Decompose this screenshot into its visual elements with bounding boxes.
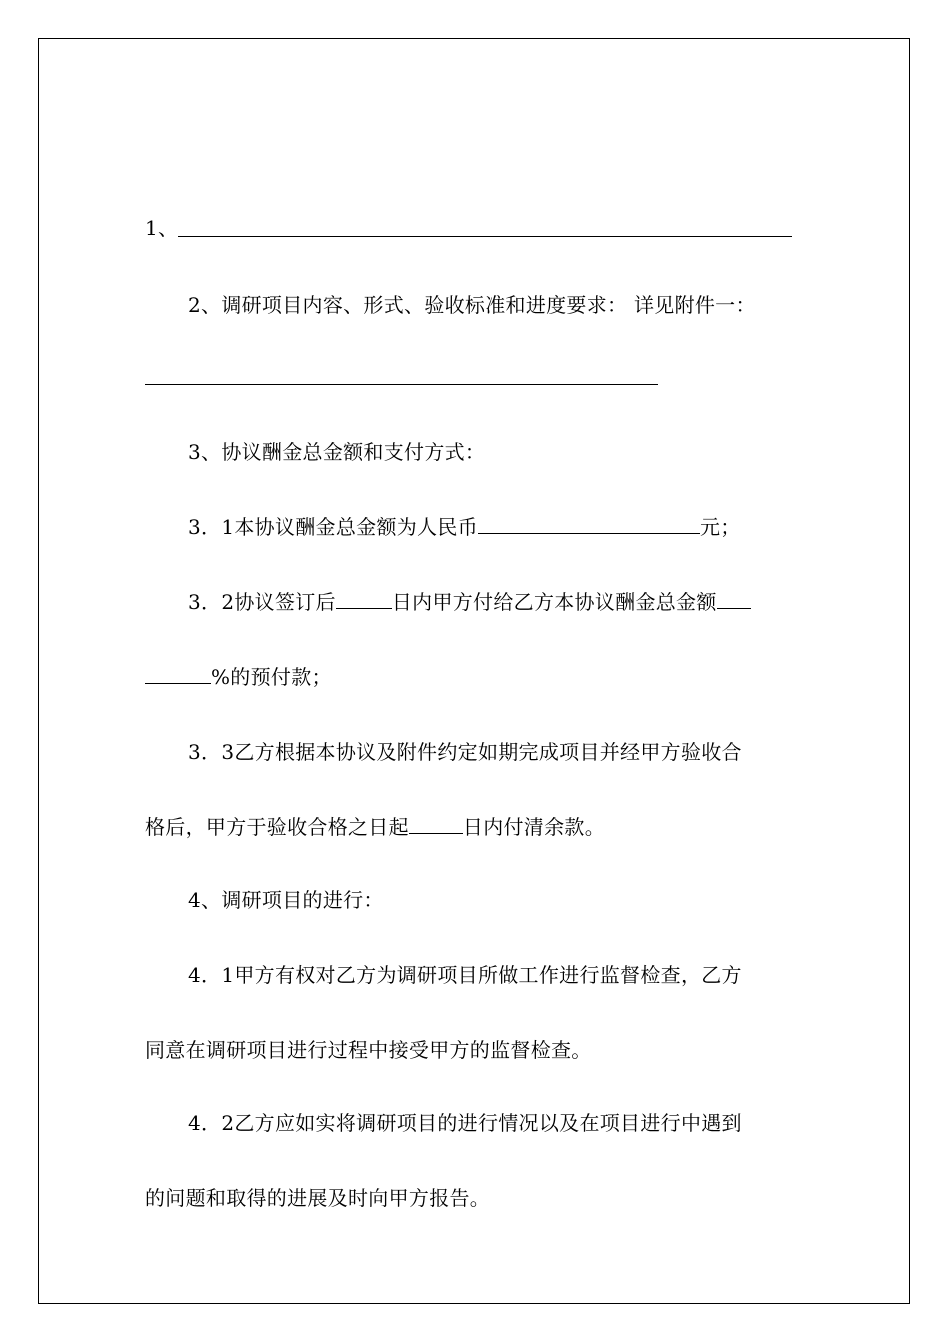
balance-days-blank <box>409 815 463 834</box>
item-4-2: 4．2乙方应如实将调研项目的进行情况以及在项目进行中遇到 <box>188 1111 742 1135</box>
item-1 <box>145 214 178 242</box>
item-3-2-continued <box>145 663 332 691</box>
item-3-1-prefix: 3．1本协议酬金总金额为人民币 <box>188 515 478 539</box>
item-4-1-continued: 同意在调研项目进行过程中接受甲方的监督检查。 <box>145 1038 592 1062</box>
percent-blank-part-2 <box>145 665 211 684</box>
item-3-2-suffix: %的预付款； <box>211 665 332 689</box>
item-3-2-middle: 日内甲方付给乙方本协议酬金总金额 <box>391 590 717 614</box>
item-3-2-prefix: 3．2协议签订后 <box>188 590 336 614</box>
item-3-2 <box>188 588 751 616</box>
item-1-blank <box>178 236 792 237</box>
item-2-blank <box>145 384 658 385</box>
item-2: 2、调研项目内容、形式、验收标准和进度要求： 详见附件一： <box>188 293 756 317</box>
item-4-1: 4．1甲方有权对乙方为调研项目所做工作进行监督检查，乙方 <box>188 963 742 987</box>
amount-blank <box>478 515 700 534</box>
item-3-3-line2-prefix: 格后，甲方于验收合格之日起 <box>145 815 409 839</box>
days-blank <box>336 590 392 609</box>
item-4: 4、调研项目的进行： <box>188 888 384 912</box>
item-1-label: 1、 <box>145 216 179 240</box>
item-4-2-continued: 的问题和取得的进展及时向甲方报告。 <box>145 1186 491 1210</box>
item-3-3-continued <box>145 813 605 841</box>
item-3-3: 3．3乙方根据本协议及附件约定如期完成项目并经甲方验收合 <box>188 740 742 764</box>
item-3-1-suffix: 元； <box>699 515 741 539</box>
item-3-3-line2-suffix: 日内付清余款。 <box>462 815 606 839</box>
percent-blank-part-1 <box>717 590 751 609</box>
item-3: 3、协议酬金总金额和支付方式： <box>188 440 486 464</box>
item-3-1 <box>188 513 741 541</box>
